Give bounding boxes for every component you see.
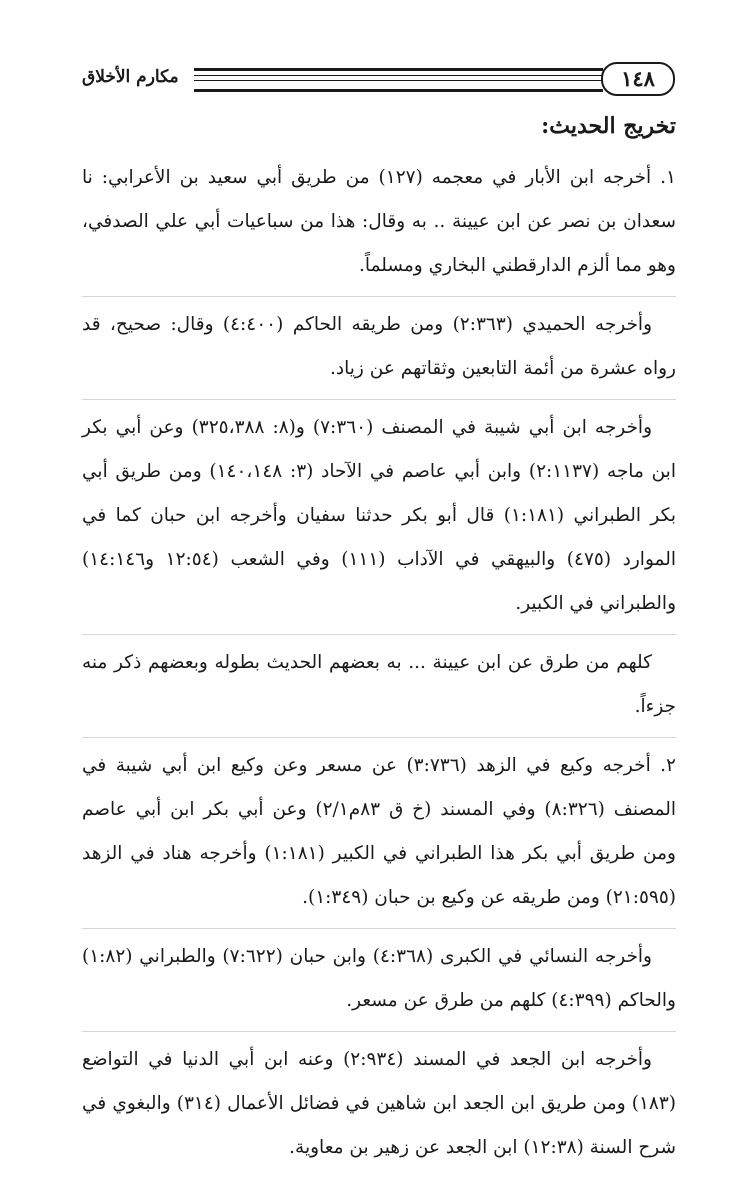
paragraph-4: كلهم من طرق عن ابن عيينة ... به بعضهم الحديث بطوله وبعضهم ذكر منه جزءاً. — [82, 652, 676, 717]
running-header — [82, 58, 675, 98]
paragraph-3: وأخرجه ابن أبي شيبة في المصنف (٧:٣٦٠) و(٨: ٣٢٥،٣٨٨) وعن أبي بكر ابن ماجه (٢:١١٣٧) وابن أبي عاصم في الآحاد (٣: ١٤٠،١٤٨) ومن طريق أبي بكر الطبراني (١:١٨١) قال أبو بكر حدثنا سفيان وأخرجه ابن حبان كما في الموارد (٤٧٥) والبيهقي في الآداب (١١١) وفي الشعب (١٢:٥٤ و١٤:١٤٦) والطبراني في الكبير. — [82, 417, 676, 614]
paragraph-1: ١. أخرجه ابن الأبار في معجمه (١٢٧) من طريق أبي سعيد بن الأعرابي: نا سعدان بن نصر عن ابن عيينة .. به وقال: هذا من سباعيات أبي علي الصدفي، وهو مما ألزم الدارقطني البخاري ومسلماً. — [82, 167, 676, 276]
header-rule — [194, 68, 603, 92]
book-title: مكارم الأخلاق — [82, 67, 179, 87]
paragraph-divider — [82, 296, 676, 297]
paragraph-divider — [82, 634, 676, 635]
paragraph-7: وأخرجه ابن الجعد في المسند (٢:٩٣٤) وعنه ابن أبي الدنيا في التواضع (١٨٣) ومن طريق ابن الجعد ابن شاهين في فضائل الأعمال (٣١٤) والبغوي في شرح السنة (١٢:٣٨) ابن الجعد عن زهير بن معاوية. — [82, 1049, 677, 1158]
paragraph-2: وأخرجه الحميدي (٢:٣٦٣) ومن طريقه الحاكم (٤:٤٠٠) وقال: صحيح، قد رواه عشرة من أئمة التابعين وثقاتهم عن زياد. — [82, 314, 676, 379]
paragraph-divider — [82, 737, 676, 738]
page-number: ١٤٨ — [601, 62, 675, 96]
page-body — [82, 110, 676, 1178]
paragraph-6: وأخرجه النسائي في الكبرى (٤:٣٦٨) وابن حبان (٧:٦٢٢) والطبراني (١:٨٢) والحاكم (٤:٣٩٩) كلهم من طرق عن مسعر. — [82, 946, 676, 1011]
section-title: تخريج الحديث: — [541, 113, 676, 139]
paragraph-divider — [82, 399, 676, 400]
paragraph-divider — [82, 1031, 676, 1032]
paragraph-5: ٢. أخرجه وكيع في الزهد (٣:٧٣٦) عن مسعر وعن وكيع ابن أبي شيبة في المصنف (٨:٣٢٦) وفي المسند (خ ق ٨٣م٢/١) وعن أبي بكر ابن أبي عاصم ومن طريق أبي بكر هذا الطبراني في الكبير (١:١٨١) وأخرجه هناد في الزهد (٢١:٥٩٥) ومن طريقه عن وكيع بن حبان (١:٣٤٩). — [82, 755, 676, 908]
paragraph-divider — [82, 928, 676, 929]
